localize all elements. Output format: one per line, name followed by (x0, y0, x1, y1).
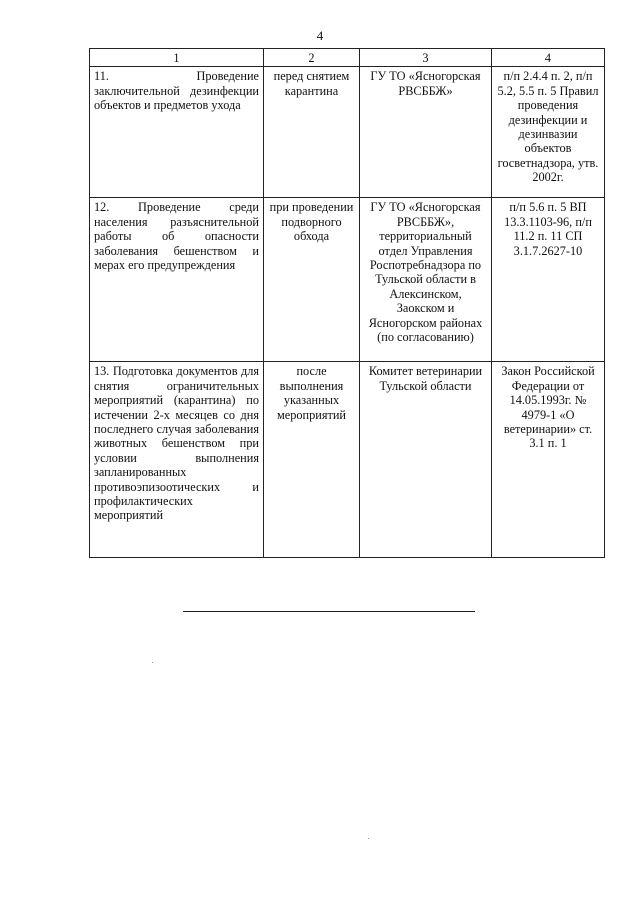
deadline-cell: после выполнения указанных мероприятий (264, 362, 360, 558)
measures-table (89, 48, 605, 558)
measure-cell: 11. Проведение заключительной дезинфекции объектов и предметов ухода (90, 67, 264, 198)
table-row (90, 198, 605, 362)
legal-basis-cell: Закон Российской Федерации от 14.05.1993г. № 4979-1 «О ветеринарии» ст. 3.1 п. 1 (492, 362, 605, 558)
measure-cell: 12. Проведение среди населения разъяснительной работы об опасности заболевания бешенством и мерах его предупреждения (90, 198, 264, 362)
page-number: 4 (316, 28, 324, 43)
deadline-cell: при проведении подворного обхода (264, 198, 360, 362)
legal-basis-cell: п/п 2.4.4 п. 2, п/п 5.2, 5.5 п. 5 Правил проведения дезинфекции и дезинвазии объектов госветнадзора, утв. 2002г. (492, 67, 605, 198)
column-header-2: 2 (264, 49, 360, 67)
scan-speck (368, 838, 369, 839)
scan-speck (152, 662, 153, 663)
table-row (90, 362, 605, 558)
table-header-row (90, 49, 605, 67)
table-row (90, 67, 605, 198)
responsible-cell: Комитет ветеринарии Тульской области (360, 362, 492, 558)
responsible-cell: ГУ ТО «Ясногорская РВСББЖ», территориальный отдел Управления Роспотребнадзора по Тульской области в Алексинском, Заокском и Ясногорском районах (по согласованию) (360, 198, 492, 362)
measure-cell: 13. Подготовка документов для снятия ограничительных мероприятий (карантина) по истечении 2-х месяцев со дня последнего случая заболевания животных бешенством при условии выполнения запланированных противоэпизоотических и профилактических мероприятий (90, 362, 264, 558)
separator-line (183, 611, 475, 612)
deadline-cell: перед снятием карантина (264, 67, 360, 198)
column-header-1: 1 (90, 49, 264, 67)
column-header-4: 4 (492, 49, 605, 67)
column-header-3: 3 (360, 49, 492, 67)
responsible-cell: ГУ ТО «Ясногорская РВСББЖ» (360, 67, 492, 198)
legal-basis-cell: п/п 5.6 п. 5 ВП 13.3.1103-96, п/п 11.2 п. 11 СП 3.1.7.2627-10 (492, 198, 605, 362)
